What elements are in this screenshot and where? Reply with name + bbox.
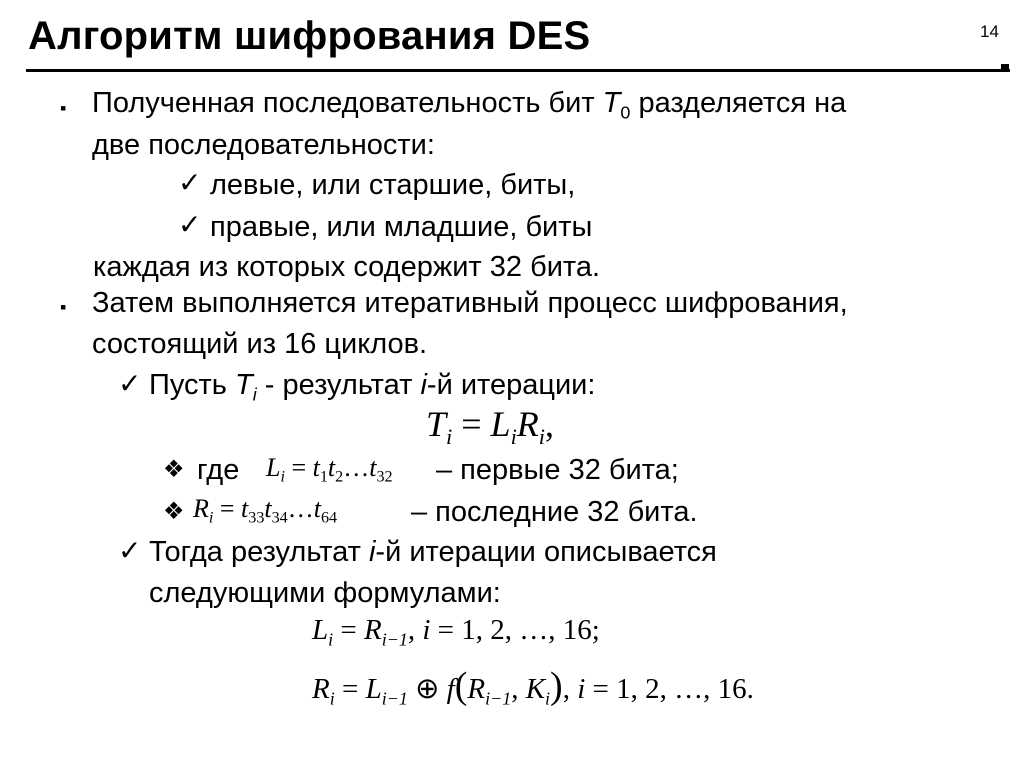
bullet1-subitem-right: правые, или младшие, биты (210, 211, 593, 243)
bullet-square-icon: ▪ (60, 98, 67, 118)
then-line2: следующими формулами: (149, 577, 501, 609)
title-underline (26, 69, 1010, 72)
diamond-bullet-icon: ❖ (163, 456, 185, 483)
slide-number: 14 (980, 22, 999, 41)
bullet1-line2: две последовательности: (92, 129, 435, 161)
title-underline-endcap (1001, 64, 1009, 72)
bullet2-line2: состоящий из 16 циклов. (92, 328, 428, 360)
checkmark-icon: ✓ (118, 368, 142, 399)
formula-ri-recurrence: $R_i = L_{i-1}$ ⊕ $f(R_{i-1}$, $K_i$), i = 1, 2, …, 16. (312, 665, 754, 709)
where-last-text: – последние 32 бита. (411, 496, 698, 528)
formula-li-def: $L_i$ = $t_1t_2\dots t_{32}$ (266, 453, 393, 486)
formula-li-recurrence: $L_i = R_{i-1}$, i = 1, 2, …, 16; (312, 614, 600, 650)
slide-title: Алгоритм шифрования DES (28, 14, 591, 58)
let-ti-line: Пусть $T_i$ - результат i-й итерации: (149, 369, 596, 405)
formula-ti: $T_i = L_iR_i$, (426, 404, 554, 449)
diamond-bullet-icon: ❖ (163, 498, 185, 525)
checkmark-icon: ✓ (178, 167, 202, 198)
bullet-square-icon: ▪ (60, 297, 67, 317)
checkmark-icon: ✓ (118, 535, 142, 566)
bullet1-line3: каждая из которых содержит 32 бита. (93, 251, 601, 283)
formula-ri-def: $R_i$ = $t_{33}t_{34}\dots t_{64}$ (193, 494, 338, 527)
bullet1-line1: Полученная последовательность бит $T_0$ разделяется на (92, 87, 847, 123)
where-first-text: – первые 32 бита; (436, 454, 679, 486)
bullet2-line1: Затем выполняется итеративный процесс шифрования, (92, 287, 848, 319)
checkmark-icon: ✓ (178, 209, 202, 240)
where-label: где (197, 454, 240, 486)
then-line1: Тогда результат i-й итерации описывается (149, 536, 717, 568)
bullet1-subitem-left: левые, или старшие, биты, (210, 169, 576, 201)
